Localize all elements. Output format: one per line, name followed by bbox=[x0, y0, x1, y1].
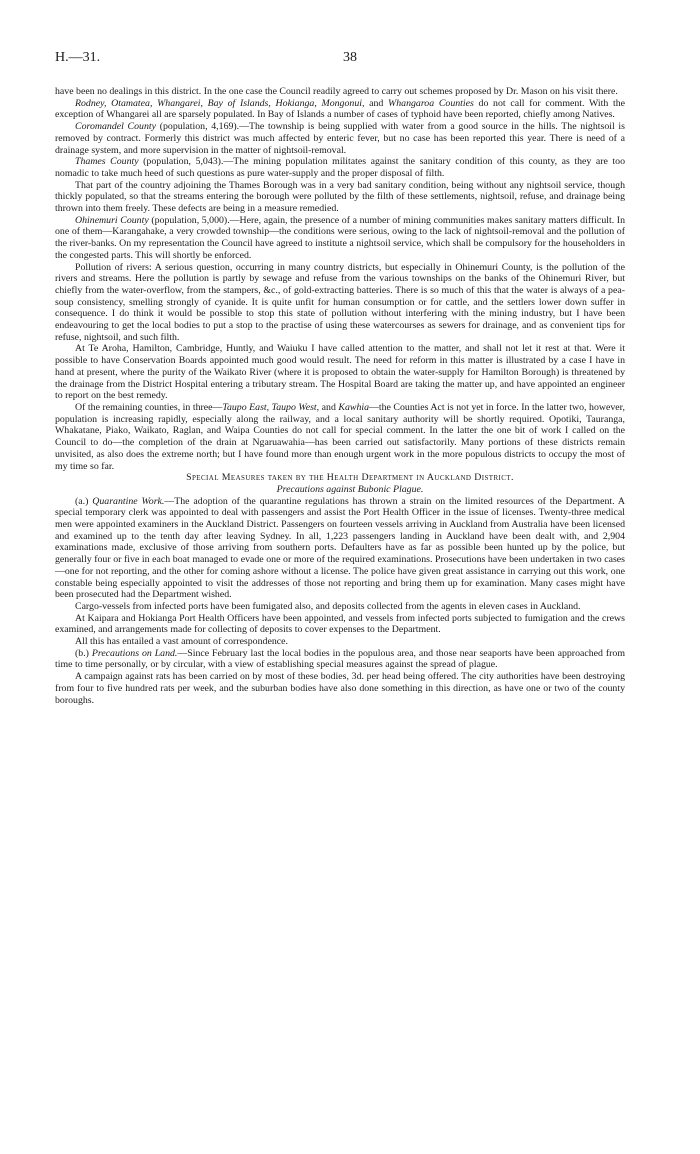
paragraph: All this has entailed a vast amount of correspondence. bbox=[75, 636, 288, 648]
county-name-italic: Coromandel County bbox=[75, 121, 156, 133]
paragraph: Coromandel County (population, 4,169).—The township is being supplied with water from a good source in the hills. The nightsoil is removed by contract. Formerly this district was much affected by enteric fever, but no case has been reported this year. There is need of a drainage system, and more supervision in the matter of nightsoil-removal. bbox=[55, 121, 625, 156]
paragraph: Cargo-vessels from infected ports have been fumigated also, and deposits collected from the agents in eleven cases in Auckland. bbox=[75, 600, 581, 612]
county-name-italic: Ohinemuri County bbox=[75, 214, 149, 226]
paragraph: Of the remaining counties, in three—Taupo East, Taupo West, and Kawhia—the Counties Act is not yet in force. In the latter two, however, population is increasing rapidly, especially along the railway, and a local sanitary authority will be shortly required. Opotiki, Tauranga, Whakatane, Piako, Waikato, Raglan, and Waipa Counties do not call for special comment. In the latter the one bit of work I called on the Council to do—the completion of the drain at Ngaruawahia—has been carried out satisfactorily. Many portions of these districts remain unvisited, as also does the extreme north; but I have found more than enough urgent work in the more populous districts to occupy the most of my time so far. bbox=[55, 401, 625, 472]
county-name-italic: Whangaroa Counties bbox=[388, 97, 474, 109]
paragraph: At Te Aroha, Hamilton, Cambridge, Huntly, and Waiuku I have called attention to the matter, and shall not let it rest at that. Were it possible to have Conservation Boards appointed much good would result. The need for reform in this matter is illustrated by a case I have in hand at present, where the purity of the Waikato River (where it is proposed to obtain the water-supply for Hamilton Borough) is threatened by the drainage from the District Hospital entering a tributary stream. The Hospital Board are taking the matter up, and have appointed an engineer to report on the best remedy. bbox=[55, 343, 625, 402]
paragraph: That part of the country adjoining the Thames Borough was in a very bad sanitary condition, being without any nightsoil service, though thickly populated, so that the streams entering the borough were polluted by the filth of these settlements, nightsoil, refuse, and drainage being thrown into them freely. These defects are being in a measure remedied. bbox=[55, 179, 625, 215]
paragraph: Thames County (population, 5,043).—The mining population militates against the sanitary condition of this county, as they are too nomadic to take much heed of such questions as pure water-supply and the proper disposal of filth. bbox=[55, 156, 625, 179]
body-text bbox=[55, 86, 625, 706]
paragraph: (a.) Quarantine Work.—The adoption of the quarantine regulations has thrown a strain on the limited resources of the Department. A special temporary clerk was appointed to deal with passengers and assist the Port Health Officer in the issue of licenses. Twenty-three medical men were appointed examiners in the Auckland District. Passengers on fourteen vessels arriving in Auckland from Australia have been licensed and examined up to the tenth day after leaving Sydney. In all, 1,223 passengers landing in Auckland have been dealt with, and 2,904 examinations made, exclusive of those arriving from southern ports. Defaulters have as far as possible been hunted up by the police, but generally four or five in each boat managed to evade one or more of the required examinations. Prosecutions have been undertaken in two cases—one for not reporting, and the other for coming ashore without a license. The police have given great assistance in carrying out this work, one constable being especially appointed to visit the addresses of those not reporting and bring them up for examination. Many cases might have been prosecuted had the Department wished. bbox=[55, 495, 625, 601]
page-number: 38 bbox=[343, 50, 357, 65]
paragraph: Rodney, Otamatea, Whangarei, Bay of Islands, Hokianga, Mongonui, and Whangaroa Counties do not call for comment. With the exception of Whangarei all are sparsely populated. In Bay of Islands a number of cases of typhoid have been reported, chiefly among Natives. bbox=[55, 97, 625, 121]
paragraph: Ohinemuri County (population, 5,000).—Here, again, the presence of a number of mining communities makes sanitary matters difficult. In one of them—Karangahake, a very crowded township—the conditions were serious, owing to the lack of nightsoil-removal and the pollution of the river-banks. On my representation the Council have agreed to institute a nightsoil service, which shall be compulsory for the householders in the congested parts. This will shortly be enforced. bbox=[55, 214, 625, 261]
document-reference: H.—31. bbox=[55, 50, 101, 65]
county-name-italic: Taupo East, Taupo West, bbox=[222, 401, 320, 413]
subsection-title: Precautions on Land. bbox=[91, 647, 178, 659]
paragraph: A campaign against rats has been carried on by most of these bodies, 3d. per head being offered. The city authorities have been destroying from four to five hundred rats per week, and the suburban bodies have also done something in this direction, as have one or two of the county boroughs. bbox=[55, 671, 625, 706]
page-header bbox=[55, 50, 645, 70]
paragraph: (b.) Precautions on Land.—Since February last the local bodies in the populous area, and those near seaports have been approached from time to time personally, or by circular, with a view of establishing special measures against the spread of plague. bbox=[55, 647, 625, 671]
paragraph: Pollution of rivers: A serious question, occurring in many country districts, but especially in Ohinemuri County, is the pollution of the rivers and streams. Here the pollution is partly by sewage and refuse from the various townships on the banks of the Ohinemuri River, but chiefly from the water-overflow, from the stampers, &c., of gold-extracting batteries. There is so much of this that the water is always of a pea-soup consistency, smelling strongly of cyanide. It is quite unfit for human consumption or for cattle, and the settlers lower down suffer in consequence. I do think it would be possible to stop this state of pollution without interfering with the mining industry, but I have been endeavouring to get the local bodies to put a stop to the practise of using these watercourses as sewers for drainage, and as convenient tips for refuse, nightsoil, and such filth. bbox=[55, 261, 625, 343]
paragraph: At Kaipara and Hokianga Port Health Officers have been appointed, and vessels from infected ports subjected to fumigation and the crews examined, and arrangements made for collecting of deposits to cover expenses to the Department. bbox=[55, 612, 625, 636]
section-subheading: Precautions against Bubonic Plague. bbox=[276, 483, 424, 495]
county-name-italic: Thames County bbox=[75, 156, 139, 168]
paragraph: have been no dealings in this district. In the one case the Council readily agreed to carry out schemes proposed by Dr. Mason on his visit there. bbox=[55, 86, 618, 97]
county-list-italic: Rodney, Otamatea, Whangarei, Bay of Islands, Hokianga, Mongonui, bbox=[75, 97, 365, 109]
section-heading: Special Measures taken by the Health Department in Auckland District. bbox=[186, 472, 514, 484]
subsection-title: Quarantine Work. bbox=[92, 495, 165, 507]
county-name-italic: Kawhia bbox=[338, 401, 370, 413]
